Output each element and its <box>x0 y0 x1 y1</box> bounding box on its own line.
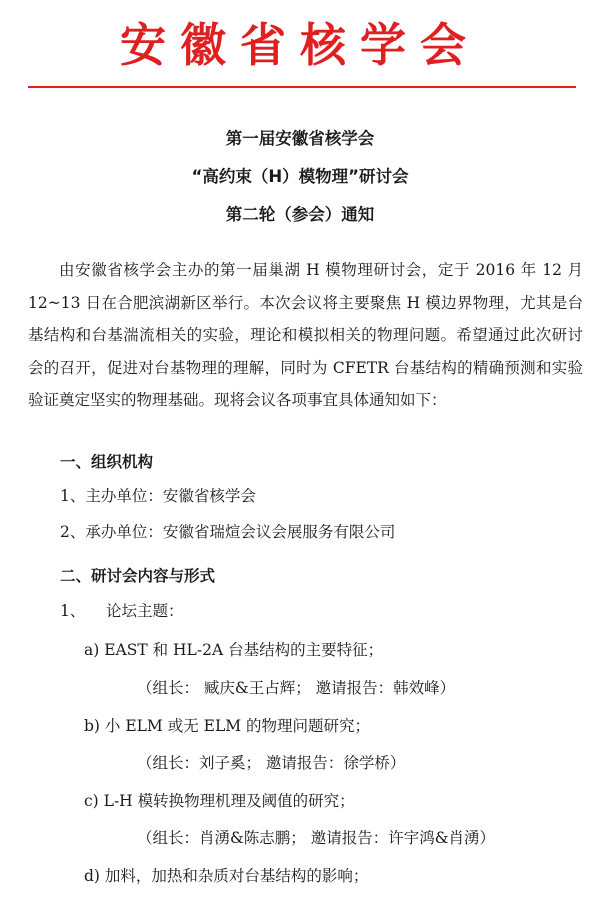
topic-d-title: d) 加料，加热和杂质对台基结构的影响； <box>84 867 369 885</box>
section-heading-organization: 一、组织机构 <box>60 453 154 471</box>
topic-a-title: a) EAST 和 HL-2A 台基结构的主要特征； <box>84 641 384 659</box>
intro-paragraph: 由安徽省核学会主办的第一届巢湖 H 模物理研讨会，定于 2016 年 12 月 12~13 日在合肥滨湖新区举行。本次会议将主要聚焦 H 模边界物理，尤其是台基结构和台基湍流相关的实验，理论和模拟相关的物理问题。希望通过此次研讨会的召开，促进对台基物理的理解，同时为 CFETR 台基结构的精确预测和实验验证奠定坚实的物理基础。现将会议各项事宜具体通知如下： <box>28 261 583 409</box>
forum-topic-number: 1、 <box>60 602 86 620</box>
notice-title-line-1: 第一届安徽省核学会 <box>225 129 375 148</box>
notice-title-block <box>0 120 600 234</box>
topic-c-detail: （组长：肖湧&陈志鹏； 邀请报告：许宇鸿&肖湧） <box>137 829 496 847</box>
organizer-item: 1、主办单位：安徽省核学会 <box>60 487 256 505</box>
forum-topic-label: 论坛主题： <box>106 602 184 620</box>
topic-b-title: b) 小 ELM 或无 ELM 的物理问题研究； <box>84 717 371 735</box>
organization-name: 安徽省核学会 <box>120 18 480 72</box>
notice-title-line-3: 第二轮（参会）通知 <box>225 205 375 224</box>
topic-c-title: c) L-H 模转换物理机理及阈值的研究； <box>84 792 355 810</box>
co-organizer-item: 2、承办单位：安徽省瑞煊会议会展服务有限公司 <box>60 523 396 541</box>
topic-a-detail: （组长： 臧庆&王占辉； 邀请报告：韩效峰） <box>137 679 456 697</box>
notice-title-line-2: “高约束（H）模物理”研讨会 <box>191 167 409 186</box>
letterhead <box>0 14 600 80</box>
section-heading-content: 二、研讨会内容与形式 <box>60 567 216 585</box>
letterhead-divider <box>28 86 576 88</box>
topic-b-detail: （组长：刘子奚； 邀请报告：徐学桥） <box>137 754 406 772</box>
